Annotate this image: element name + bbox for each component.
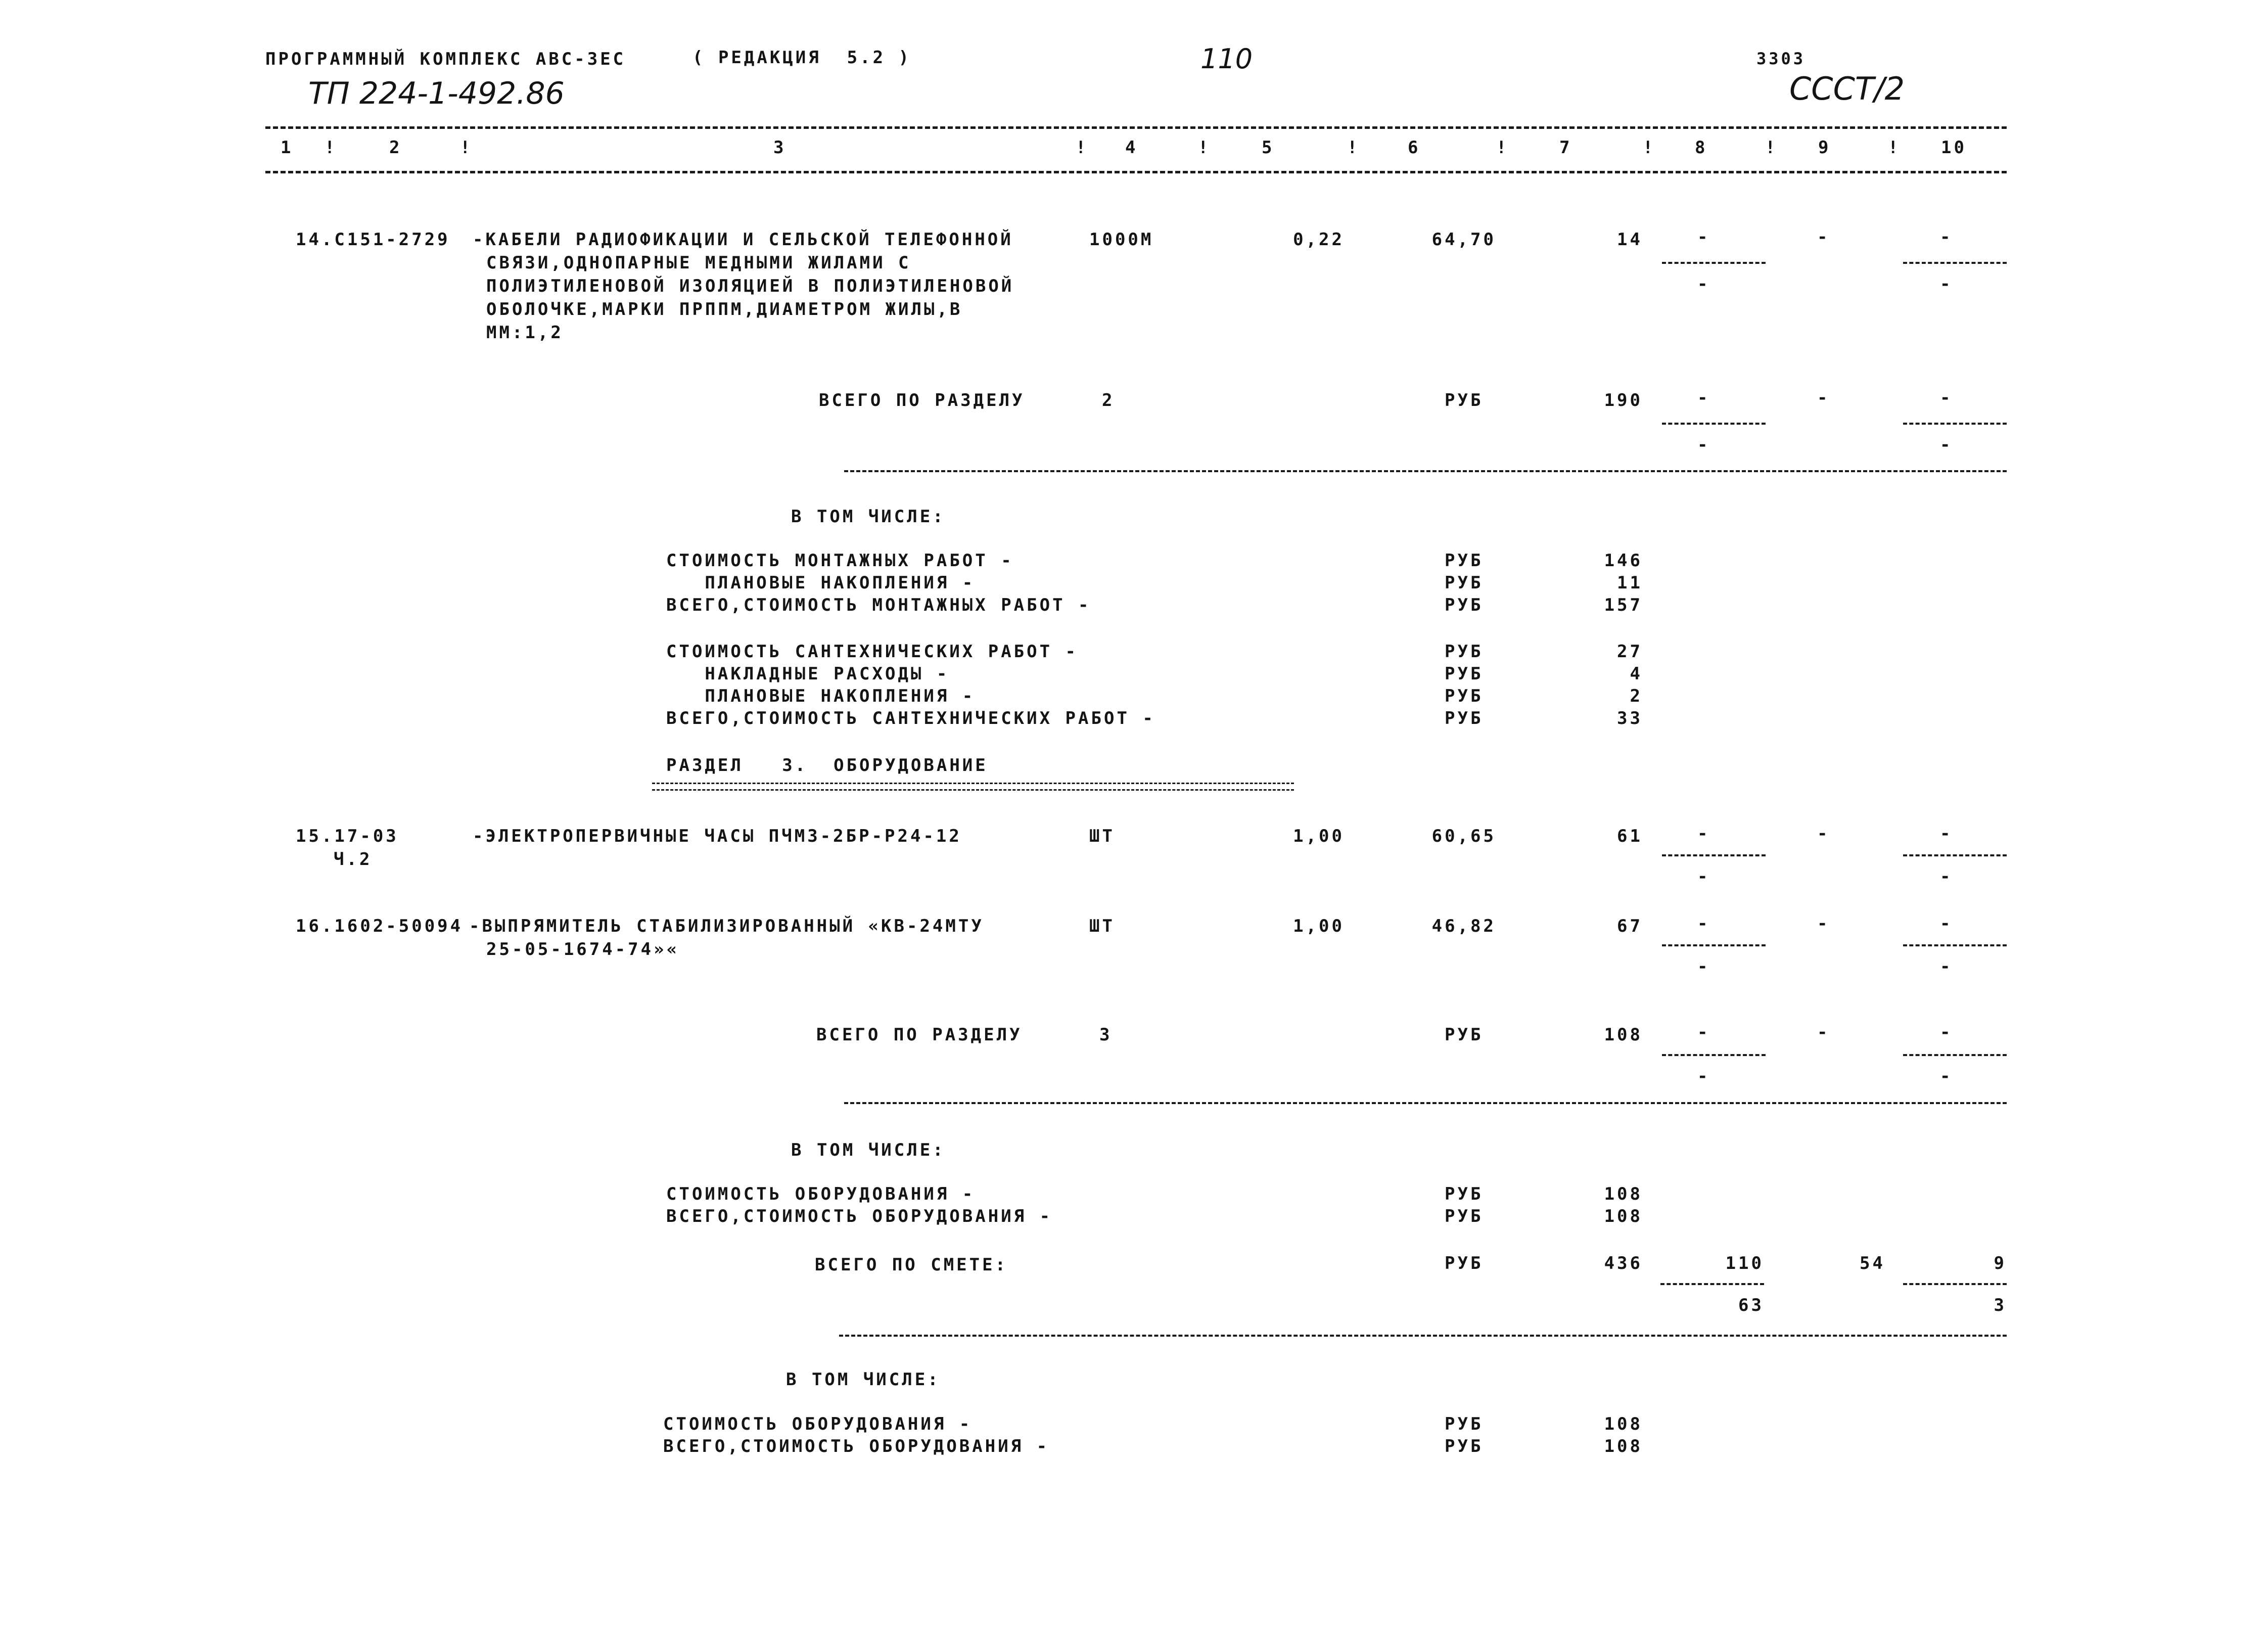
section-number: 3 bbox=[1099, 1025, 1113, 1045]
col-separator: ! bbox=[460, 138, 473, 158]
fraction-line bbox=[1662, 944, 1766, 946]
breakdown-line-label: ВСЕГО,СТОИМОСТЬ САНТЕХНИЧЕСКИХ РАБОТ - bbox=[666, 708, 1155, 728]
col-number-5: 5 bbox=[1262, 138, 1275, 158]
breakdown-line-value: 33 bbox=[1617, 708, 1643, 728]
breakdown-line-value: 157 bbox=[1604, 595, 1643, 615]
item-unit: ШТ bbox=[1089, 826, 1115, 846]
item-quantity: 0,22 bbox=[1293, 230, 1345, 250]
breakdown-line-unit: РУБ bbox=[1445, 1414, 1484, 1434]
item-col10-subvalue: - bbox=[1940, 956, 1953, 977]
item-description-line: ММ:1,2 bbox=[486, 323, 564, 343]
item-description-line: СВЯЗИ,ОДНОПАРНЫЕ МЕДНЫМИ ЖИЛАМИ С bbox=[486, 253, 911, 273]
breakdown-line-value: 4 bbox=[1630, 664, 1643, 684]
col-separator: ! bbox=[1496, 138, 1509, 158]
breakdown-line-value: 146 bbox=[1604, 551, 1643, 571]
col-separator: ! bbox=[1198, 138, 1211, 158]
breakdown-line-unit: РУБ bbox=[1445, 551, 1484, 571]
item-description-line: -КАБЕЛИ РАДИОФИКАЦИИ И СЕЛЬСКОЙ ТЕЛЕФОННОЙ bbox=[473, 230, 1013, 250]
breakdown-line-unit: РУБ bbox=[1445, 642, 1484, 662]
item-unit-price: 60,65 bbox=[1431, 826, 1496, 846]
breakdown-line-unit: РУБ bbox=[1445, 1206, 1484, 1226]
section-col9-value: - bbox=[1817, 388, 1830, 408]
col-number-6: 6 bbox=[1408, 138, 1421, 158]
col-number-2: 2 bbox=[389, 138, 402, 158]
estimate-total-unit: РУБ bbox=[1445, 1253, 1484, 1273]
section-number: 2 bbox=[1102, 390, 1115, 410]
page-number: 110 bbox=[1200, 43, 1253, 75]
estimate-total-rule bbox=[839, 1335, 2007, 1337]
item-col10-value: - bbox=[1940, 227, 1953, 247]
item-code: 15.17-03 bbox=[296, 826, 399, 846]
breakdown-line-label: ВСЕГО,СТОИМОСТЬ ОБОРУДОВАНИЯ - bbox=[663, 1436, 1050, 1456]
item-col9-value: - bbox=[1817, 824, 1830, 844]
section-total-unit: РУБ bbox=[1445, 1025, 1484, 1045]
section-col8-subvalue: - bbox=[1697, 435, 1710, 455]
fraction-line bbox=[1662, 262, 1766, 264]
col-separator: ! bbox=[1765, 138, 1778, 158]
col-separator: ! bbox=[1076, 138, 1089, 158]
item-col10-value: - bbox=[1940, 824, 1953, 844]
section-total-unit: РУБ bbox=[1445, 390, 1484, 410]
item-total: 14 bbox=[1617, 230, 1643, 250]
breakdown-line-unit: РУБ bbox=[1445, 686, 1484, 706]
col-number-1: 1 bbox=[281, 138, 294, 158]
fraction-line bbox=[1903, 262, 2007, 264]
section-col10-subvalue: - bbox=[1940, 435, 1953, 455]
breakdown-line-value: 27 bbox=[1617, 642, 1643, 662]
col-number-7: 7 bbox=[1559, 138, 1572, 158]
item-code: 16.1602-50094 bbox=[296, 916, 464, 936]
col-separator: ! bbox=[325, 138, 338, 158]
breakdown-line-unit: РУБ bbox=[1445, 708, 1484, 728]
item-quantity: 1,00 bbox=[1293, 826, 1345, 846]
section-col8-value: - bbox=[1697, 1022, 1710, 1042]
breakdown-line-unit: РУБ bbox=[1445, 573, 1484, 593]
item-quantity: 1,00 bbox=[1293, 916, 1345, 936]
breakdown-line-unit: РУБ bbox=[1445, 664, 1484, 684]
breakdown-line-value: 108 bbox=[1604, 1414, 1643, 1434]
section-total-value: 108 bbox=[1604, 1025, 1643, 1045]
section-total-value: 190 bbox=[1604, 390, 1643, 410]
col-number-3: 3 bbox=[773, 138, 786, 158]
section-total-label: ВСЕГО ПО РАЗДЕЛУ bbox=[819, 390, 1025, 410]
fraction-line bbox=[1660, 1283, 1764, 1285]
item-col8-value: - bbox=[1697, 824, 1710, 844]
fraction-line bbox=[1662, 854, 1766, 856]
section-col8-subvalue: - bbox=[1697, 1066, 1710, 1086]
item-description-line: ОБОЛОЧКЕ,МАРКИ ПРППМ,ДИАМЕТРОМ ЖИЛЫ,В bbox=[486, 299, 963, 320]
item-total: 61 bbox=[1617, 826, 1643, 846]
breakdown-line-label: СТОИМОСТЬ МОНТАЖНЫХ РАБОТ - bbox=[666, 551, 1014, 571]
item-unit: 1000М bbox=[1089, 230, 1154, 250]
fraction-line bbox=[1903, 854, 2007, 856]
estimate-col10-subvalue: 3 bbox=[1994, 1295, 2007, 1315]
item-unit-price: 64,70 bbox=[1431, 230, 1496, 250]
section-col10-value: - bbox=[1940, 388, 1953, 408]
breakdown-heading: В ТОМ ЧИСЛЕ: bbox=[791, 1140, 946, 1160]
breakdown-line-value: 11 bbox=[1617, 573, 1643, 593]
section-col10-value: - bbox=[1940, 1022, 1953, 1042]
fraction-line bbox=[1903, 1283, 2007, 1285]
col-separator: ! bbox=[1888, 138, 1901, 158]
item-col8-subvalue: - bbox=[1697, 274, 1710, 294]
item-col10-subvalue: - bbox=[1940, 866, 1953, 887]
item-unit-price: 46,82 bbox=[1431, 916, 1496, 936]
fraction-line bbox=[1903, 423, 2007, 425]
breakdown-line-label: ВСЕГО,СТОИМОСТЬ ОБОРУДОВАНИЯ - bbox=[666, 1206, 1053, 1226]
breakdown-line-label: НАКЛАДНЫЕ РАСХОДЫ - bbox=[666, 664, 950, 684]
program-name: ПРОГРАММНЫЙ КОМПЛЕКС АВС-ЗЕС bbox=[265, 49, 626, 69]
item-description-line: ПОЛИЭТИЛЕНОВОЙ ИЗОЛЯЦИЕЙ В ПОЛИЭТИЛЕНОВОЙ bbox=[486, 276, 1014, 296]
item-code: 14.С151-2729 bbox=[296, 230, 450, 250]
breakdown-line-label: СТОИМОСТЬ САНТЕХНИЧЕСКИХ РАБОТ - bbox=[666, 642, 1079, 662]
breakdown-line-label: ПЛАНОВЫЕ НАКОПЛЕНИЯ - bbox=[666, 686, 976, 706]
item-description-line: -ВЫПРЯМИТЕЛЬ СТАБИЛИЗИРОВАННЫЙ «КВ-24МТУ bbox=[469, 916, 984, 936]
breakdown-heading: В ТОМ ЧИСЛЕ: bbox=[786, 1370, 941, 1390]
item-unit: ШТ bbox=[1089, 916, 1115, 936]
fraction-line bbox=[1903, 944, 2007, 946]
item-col9-value: - bbox=[1817, 914, 1830, 934]
section-col9-value: - bbox=[1817, 1022, 1830, 1042]
item-col8-subvalue: - bbox=[1697, 866, 1710, 887]
col-separator: ! bbox=[1347, 138, 1360, 158]
item-col8-value: - bbox=[1697, 227, 1710, 247]
breakdown-line-unit: РУБ bbox=[1445, 1184, 1484, 1204]
section-total-rule bbox=[844, 1102, 2007, 1104]
breakdown-line-label: СТОИМОСТЬ ОБОРУДОВАНИЯ - bbox=[663, 1414, 973, 1434]
col-number-8: 8 bbox=[1695, 138, 1708, 158]
project-code: ТП 224-1-492.86 bbox=[308, 76, 565, 111]
col-number-4: 4 bbox=[1125, 138, 1138, 158]
section-heading: РАЗДЕЛ 3. ОБОРУДОВАНИЕ bbox=[666, 755, 988, 776]
breakdown-line-value: 108 bbox=[1604, 1436, 1643, 1456]
section-col8-value: - bbox=[1697, 388, 1710, 408]
breakdown-heading: В ТОМ ЧИСЛЕ: bbox=[791, 507, 946, 527]
breakdown-line-value: 2 bbox=[1630, 686, 1643, 706]
estimate-col8-subvalue: 63 bbox=[1738, 1295, 1764, 1315]
fraction-line bbox=[1662, 1054, 1766, 1056]
item-code-continued: Ч.2 bbox=[334, 849, 373, 870]
col-number-10: 10 bbox=[1941, 138, 1967, 158]
item-description-line: -ЭЛЕКТРОПЕРВИЧНЫЕ ЧАСЫ ПЧМЗ-2БР-Р24-12 bbox=[473, 826, 962, 846]
item-col10-subvalue: - bbox=[1940, 274, 1953, 294]
item-col8-value: - bbox=[1697, 914, 1710, 934]
col-number-9: 9 bbox=[1818, 138, 1831, 158]
estimate-col9-value: 54 bbox=[1860, 1253, 1885, 1273]
estimate-total-label: ВСЕГО ПО СМЕТЕ: bbox=[815, 1255, 1008, 1275]
fraction-line bbox=[1903, 1054, 2007, 1056]
breakdown-line-unit: РУБ bbox=[1445, 595, 1484, 615]
breakdown-line-label: СТОИМОСТЬ ОБОРУДОВАНИЯ - bbox=[666, 1184, 976, 1204]
section-total-rule bbox=[844, 470, 2007, 472]
item-col9-value: - bbox=[1817, 227, 1830, 247]
sheet-number: 3303 bbox=[1756, 49, 1806, 68]
breakdown-line-value: 108 bbox=[1604, 1206, 1643, 1226]
item-col10-value: - bbox=[1940, 914, 1953, 934]
breakdown-line-label: ВСЕГО,СТОИМОСТЬ МОНТАЖНЫХ РАБОТ - bbox=[666, 595, 1091, 615]
breakdown-line-label: ПЛАНОВЫЕ НАКОПЛЕНИЯ - bbox=[666, 573, 976, 593]
breakdown-line-value: 108 bbox=[1604, 1184, 1643, 1204]
item-total: 67 bbox=[1617, 916, 1643, 936]
archive-number: СССТ/2 bbox=[1789, 70, 1905, 107]
fraction-line bbox=[1662, 423, 1766, 425]
item-description-line: 25-05-1674-74»« bbox=[486, 939, 680, 960]
col-separator: ! bbox=[1643, 138, 1656, 158]
estimate-col8-value: 110 bbox=[1725, 1253, 1764, 1273]
section-col10-subvalue: - bbox=[1940, 1066, 1953, 1086]
section-total-label: ВСЕГО ПО РАЗДЕЛУ bbox=[816, 1025, 1023, 1045]
estimate-total-value: 436 bbox=[1604, 1253, 1643, 1273]
item-col8-subvalue: - bbox=[1697, 956, 1710, 977]
program-edition: ( РЕДАКЦИЯ 5.2 ) bbox=[692, 48, 911, 68]
estimate-col10-value: 9 bbox=[1994, 1253, 2007, 1273]
section-heading-underline bbox=[652, 783, 1294, 791]
header-rule-top bbox=[265, 126, 2007, 129]
header-rule-bottom bbox=[265, 171, 2007, 173]
breakdown-line-unit: РУБ bbox=[1445, 1436, 1484, 1456]
